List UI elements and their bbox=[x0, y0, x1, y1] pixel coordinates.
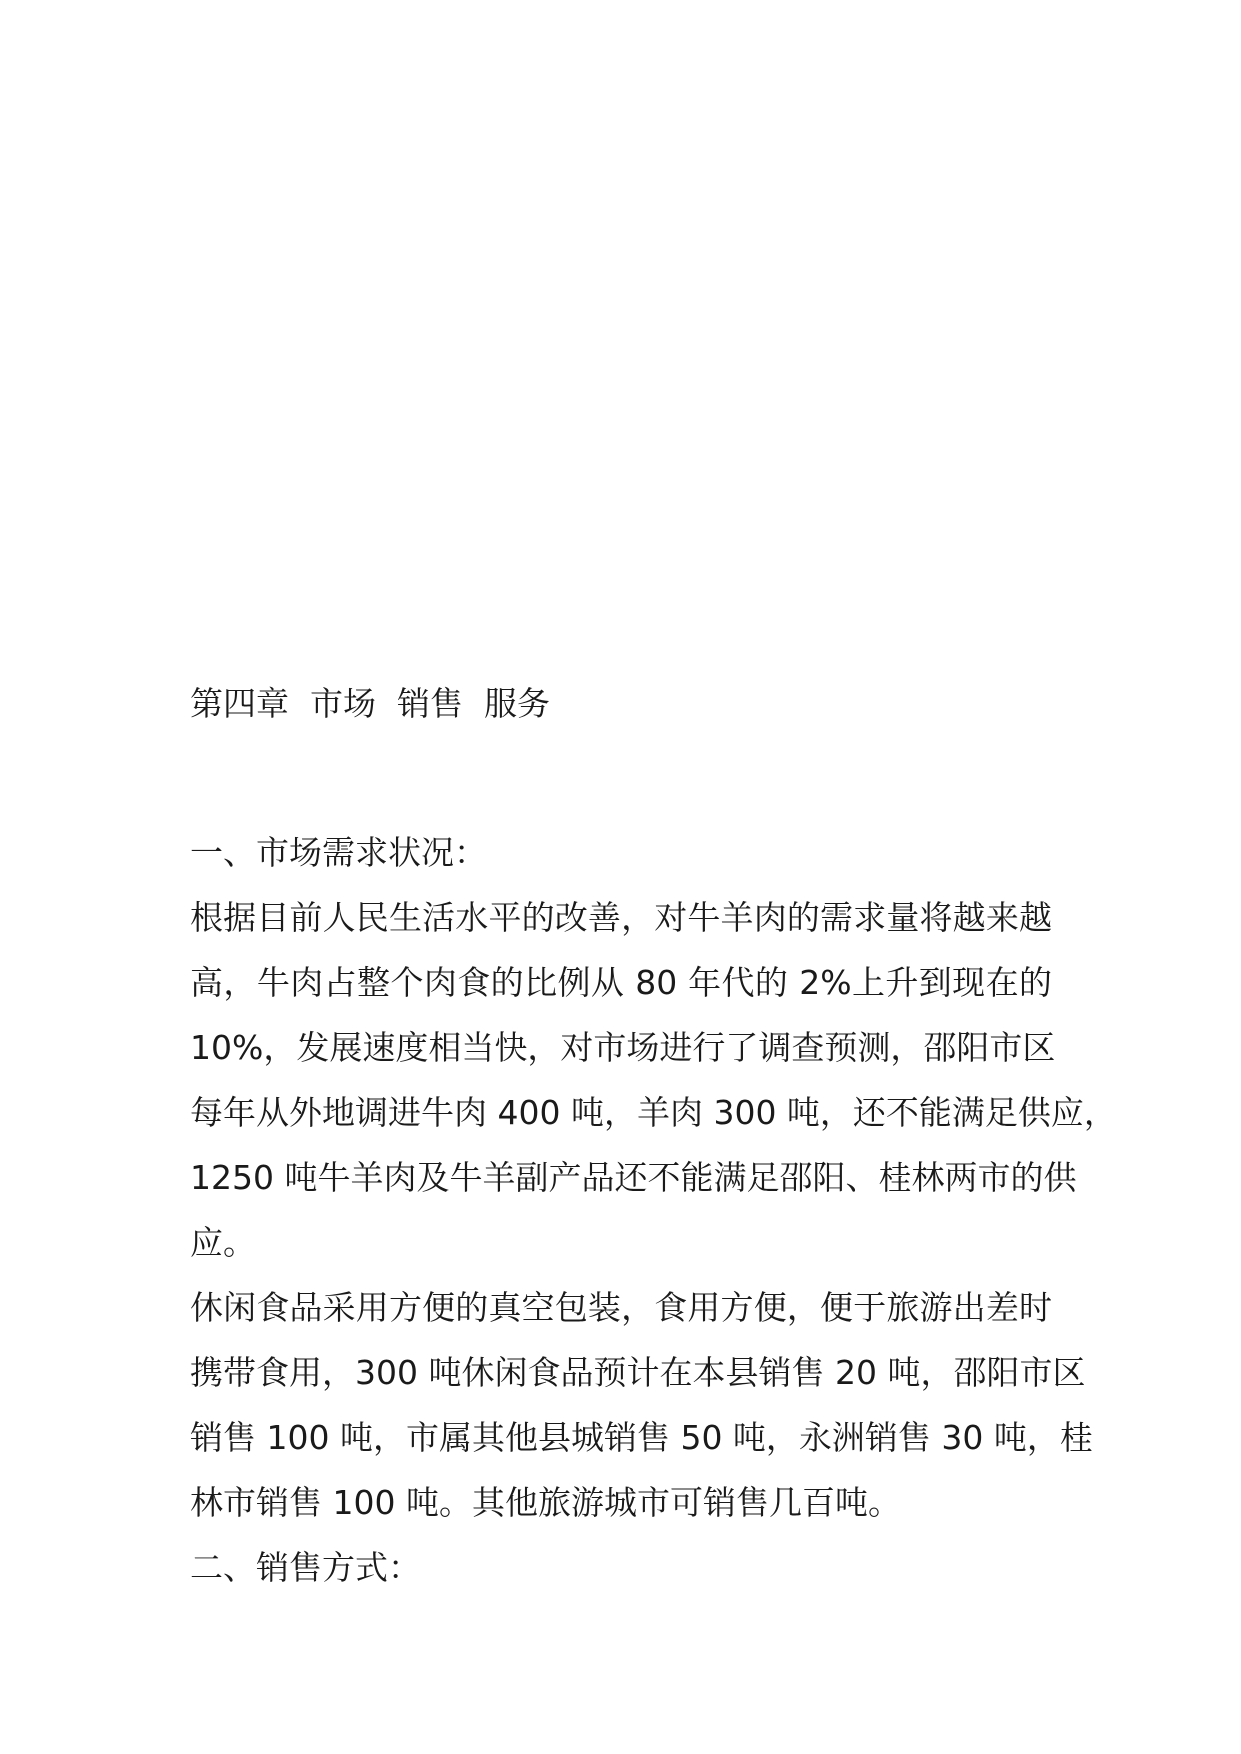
paragraph-line: 销售 100 吨，市属其他县城销售 50 吨，永洲销售 30 吨，桂 bbox=[190, 1418, 1093, 1457]
snack-food-paragraph bbox=[190, 1275, 1093, 1535]
paragraph-line: 携带食用，300 吨休闲食品预计在本县销售 20 吨，邵阳市区 bbox=[190, 1353, 1086, 1392]
paragraph-line: 高，牛肉占整个肉食的比例从 80 年代的 2%上升到现在的 bbox=[190, 963, 1052, 1002]
paragraph-line: 林市销售 100 吨。其他旅游城市可销售几百吨。 bbox=[190, 1483, 901, 1522]
paragraph-line: 休闲食品采用方便的真空包装，食用方便，便于旅游出差时 bbox=[190, 1288, 1052, 1327]
paragraph-line: 1250 吨牛羊肉及牛羊副产品还不能满足邵阳、桂林两市的供 bbox=[190, 1158, 1077, 1197]
paragraph-line: 根据目前人民生活水平的改善，对牛羊肉的需求量将越来越 bbox=[190, 898, 1052, 937]
market-demand-paragraph bbox=[190, 885, 1117, 1275]
section-2-heading: 二、销售方式： bbox=[190, 1548, 421, 1587]
page-content bbox=[190, 678, 1117, 1600]
paragraph-line: 应。 bbox=[190, 1223, 256, 1262]
chapter-title: 第四章 市场 销售 服务 bbox=[190, 684, 550, 723]
paragraph-line: 每年从外地调进牛肉 400 吨，羊肉 300 吨，还不能满足供应， bbox=[190, 1093, 1117, 1132]
section-1-heading: 一、市场需求状况： bbox=[190, 833, 487, 872]
paragraph-line: 10%，发展速度相当快，对市场进行了调查预测，邵阳市区 bbox=[190, 1028, 1056, 1067]
